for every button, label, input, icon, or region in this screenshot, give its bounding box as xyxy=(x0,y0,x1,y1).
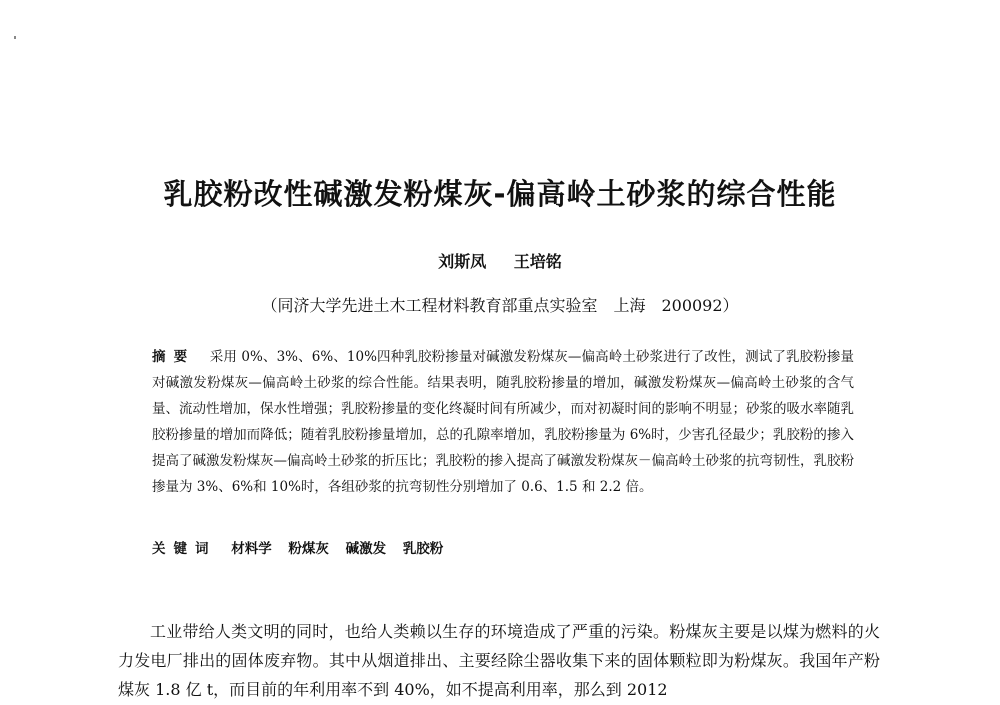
keywords xyxy=(152,537,455,557)
keyword: 粉煤灰 xyxy=(288,541,329,557)
paper-title: 乳胶粉改性碱激发粉煤灰-偏高岭土砂浆的综合性能 xyxy=(163,177,837,211)
keywords-label: 关键词 xyxy=(152,541,217,557)
author-name: 刘斯凤 xyxy=(438,252,487,271)
abstract-label: 摘要 xyxy=(152,349,196,365)
keyword: 材料学 xyxy=(231,541,272,557)
body-paragraph: 工业带给人类文明的同时，也给人类赖以生存的环境造成了严重的污染。粉煤灰主要是以煤为燃料的火力发电厂排出的固体废弃物。其中从烟道排出、主要经除尘器收集下来的固体颗粒即为粉煤灰。我国年产粉煤灰 1.8 亿 t，而目前的年利用率不到 40%，如不提高利用率，那么到 2012 xyxy=(118,622,880,699)
keyword: 乳胶粉 xyxy=(402,541,444,557)
keyword: 碱激发 xyxy=(345,541,387,557)
scan-edge-mark xyxy=(14,36,16,39)
affiliation: （同济大学先进土木工程材料教育部重点实验室 上海 200092） xyxy=(261,296,739,315)
abstract-text: 采用 0%、3%、6%、10%四种乳胶粉掺量对碱激发粉煤灰—偏高岭土砂浆进行了改性，测试了乳胶粉掺量对碱激发粉煤灰—偏高岭土砂浆的综合性能。结果表明，随乳胶粉掺量的增加，碱激发粉煤灰—偏高岭土砂浆的含气量、流动性增加，保水性增强；乳胶粉掺量的变化终凝时间有所减少，而对初凝时间的影响不明显；砂浆的吸水率随乳胶粉掺量的增加而降低；随着乳胶粉掺量增加，总的孔隙率增加，乳胶粉掺量为 6%时，少害孔径最少；乳胶粉的掺入提高了碱激发粉煤灰—偏高岭土砂浆的折压比；乳胶粉的掺入提高了碱激发粉煤灰－偏高岭土砂浆的抗弯韧性，乳胶粉掺量为 3%、6%和 10%时，各组砂浆的抗弯韧性分别增加了 0.6、1.5 和 2.2 倍。 xyxy=(152,349,855,495)
author-name: 王培铭 xyxy=(513,252,562,271)
author-list xyxy=(0,249,1000,272)
abstract xyxy=(152,344,854,500)
